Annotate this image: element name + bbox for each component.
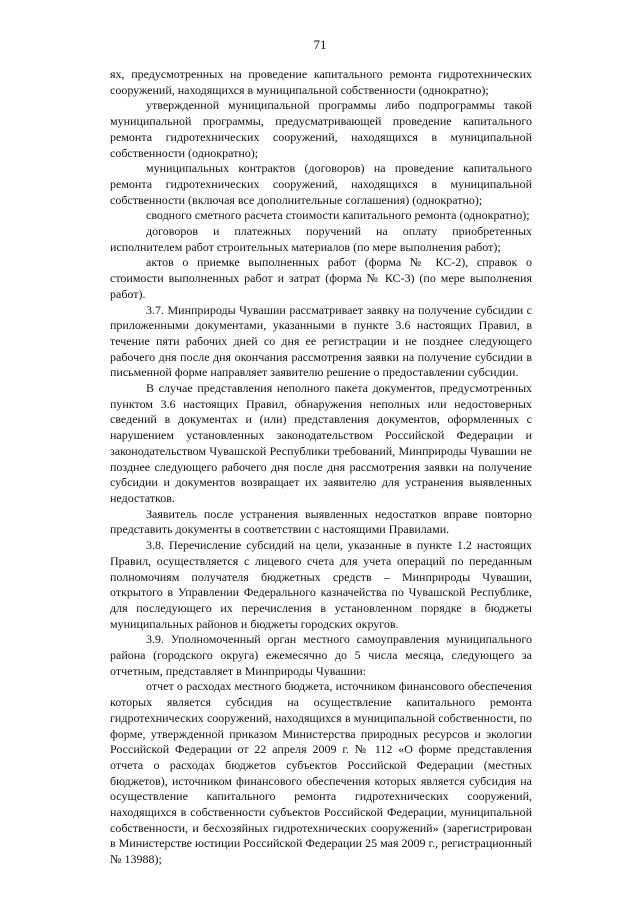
paragraph: актов о приемке выполненных работ (форма № КС-2), справок о стоимости выполненных работ и затрат (форма № КС-3) (по мере выполнения работ). [110, 255, 532, 301]
paragraph: сводного сметного расчета стоимости капитального ремонта (однократно); [146, 208, 530, 223]
paragraph: 3.7. Минприроды Чувашии рассматривает заявку на получение субсидии с приложенными документами, указанными в пункте 3.6 настоящих Правил, в течение пяти рабочих дней со дня ее регистрации и не позднее следующего рабочего дня после дня окончания рассмотрения заявки на получение субсидии в письменной форме направляет заявителю решение о предоставлении субсидии. [110, 302, 532, 380]
paragraph: ях, предусмотренных на проведение капитального ремонта гидротехнических сооружений, находящихся в муниципальной собственности (однократно); [110, 67, 532, 97]
paragraph: 3.9. Уполномоченный орган местного самоуправления муниципального района (городского округа) ежемесячно до 5 числа месяца, следующего за отчетным, представляет в Минприроды Чувашии: [110, 632, 532, 678]
paragraph: отчет о расходах местного бюджета, источником финансового обеспечения которых является субсидия на осуществление капитального ремонта гидротехнических сооружений, находящихся в муниципальной собственности, по форме, утвержденной приказом Министерства природных ресурсов и экологии Российской Федерации от 22 апреля 2009 г. № 112 «О форме представления отчета о расходах бюджетов субъектов Российской Федерации (местных бюджетов), источником финансового обеспечения которых является субсидия на осуществление капитального ремонта гидротехнических сооружений, находящихся в собственности субъектов Российской Федерации, муниципальной собственности, и бесхозяйных гидротехнических сооружений» (зарегистрирован в Министерстве юстиции Российской Федерации 25 мая 2009 г., регистрационный № 13988); [110, 679, 532, 867]
page-number: 71 [313, 37, 327, 52]
paragraph: муниципальных контрактов (договоров) на проведение капитального ремонта гидротехнических сооружений, находящихся в муниципальной собственности (включая все дополнительные соглашения) (однократно); [110, 161, 532, 207]
document-body [110, 67, 532, 868]
paragraph: Заявитель после устранения выявленных недостатков вправе повторно представить документы в соответствии с настоящими Правилами. [110, 506, 532, 537]
paragraph: утвержденной муниципальной программы либо подпрограммы такой муниципальной программы, предусматривающей проведение капитального ремонта гидротехнических сооружений, находящихся в муниципальной собственности (однократно); [110, 98, 532, 160]
paragraph: В случае представления неполного пакета документов, предусмотренных пунктом 3.6 настоящих Правил, обнаружения неполных или недостоверных сведений в документах и (или) представления документов, оформленных с нарушением установленных законодательством Российской Федерации и законодательством Чувашской Республики требований, Минприроды Чувашии не позднее следующего рабочего дня после дня рассмотрения заявки на получение субсидии и документов возвращает их заявителю для устранения выявленных недостатков. [110, 381, 532, 505]
paragraph: договоров и платежных поручений на оплату приобретенных исполнителем работ строительных материалов (по мере выполнения работ); [110, 224, 532, 254]
paragraph: 3.8. Перечисление субсидий на цели, указанные в пункте 1.2 настоящих Правил, осуществляется с лицевого счета для учета операций по переданным полномочиям получателя бюджетных средств – Минприроды Чувашии, открытого в Управлении Федерального казначейства по Чувашской Республике, для последующего их перечисления в установленном порядке в бюджеты муниципальных районов и бюджеты городских округов. [110, 538, 532, 631]
